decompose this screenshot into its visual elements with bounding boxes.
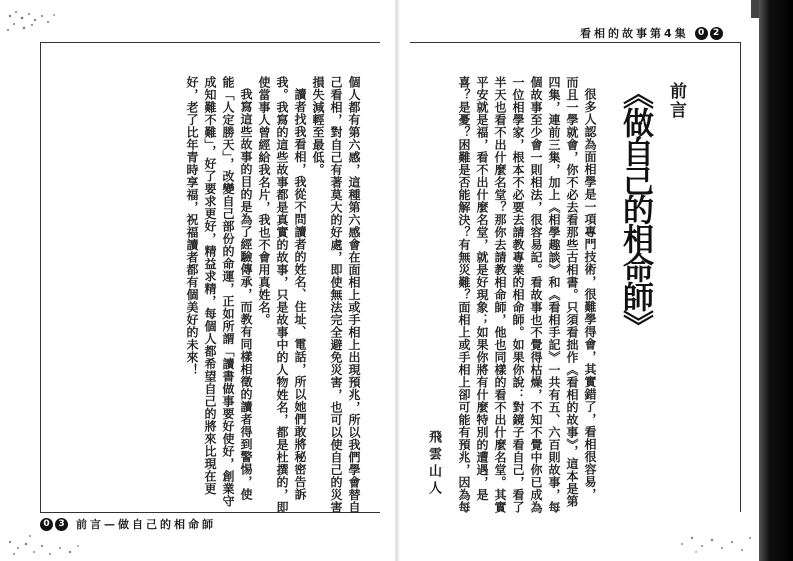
left-column: 使當事人曾經給我名片，我也不會用真姓名。 [257, 76, 271, 326]
left-page-left-rule [40, 42, 41, 512]
left-column: 己看相，對自己有著莫大的好處，即使無法完全避免災害，也可以使自己的災害 [329, 76, 343, 514]
left-column: 能「人定勝天」，改變自己部份的命運，正如所謂「讀書做事要好使好，創業守 [221, 76, 235, 508]
left-column: 損失減輕至最低。 [311, 76, 325, 176]
header-title: 看相的故事第4集 [580, 27, 689, 40]
left-page-top-rule [40, 42, 380, 43]
preface-title: 《做自己的相命師》 [617, 78, 653, 339]
right-column: 平安就是福，看不出什麼名堂，就是好現象；如果你將有什麼特別的遭遇，是 [475, 76, 489, 501]
right-page-right-rule [740, 42, 741, 512]
page-number-digit: 0 [695, 27, 708, 40]
author-signature: 飛雲山人 [426, 430, 441, 498]
left-column: 我寫這些故事的目的是為了經驗傳承，而教有同樣相徵的讀者得到警惕，使 [239, 88, 253, 501]
right-page-top-rule [410, 42, 740, 43]
left-column: 我。我寫的這些故事都是真實的故事，只是故事中的人物姓名，都是杜撰的，即 [275, 76, 289, 514]
scan-edge-corner [751, 0, 759, 18]
page-number-digit: 2 [710, 27, 723, 40]
running-header [580, 24, 723, 42]
left-column: 讀者找我看相，我從不問讀者的姓名、住址、電話，所以她們敢將秘密告訴 [293, 88, 307, 501]
right-column: 半天也看不出什麼名堂？那你去請教相命師，他也同樣的看不出什麼名堂。其實 [493, 76, 507, 514]
scan-dark-edge [759, 0, 793, 561]
left-column: 成知難不難」，好了要求更好，精益求精，每個人都希望自己的將來比現在更 [203, 76, 217, 495]
page-number-digit: 0 [40, 518, 53, 531]
bottom-right-ornament [672, 520, 762, 558]
right-column: 很多人認為面相學是一項專門技術，很難學得會，其實錯了，看相很容易， [583, 88, 597, 501]
book-gutter [394, 0, 400, 561]
right-column: 四集，連前三集，加上《相學趣談》和《看相手記》一共有五、六百則故事，每 [547, 76, 561, 514]
preface-label: 前言 [666, 82, 686, 120]
right-column: 一位相學家，根本不必要去請教專業的相命師。如果你說：對鏡子看自己，看了 [511, 76, 525, 514]
right-column: 而且一學就會，你不必去看那些古相書。只須看拙作《看相的故事》，這本是第 [565, 76, 579, 508]
top-left-ornament [2, 6, 72, 40]
right-column: 個故事至少會一則相法，很容易記。看故事也不覺得枯燥，不知不覺中你已成為 [529, 76, 543, 514]
left-column: 個人都有第六感，這種第六感會在面相上或手相上出現預兆，所以我們學會替自 [347, 76, 361, 514]
page-number-digit: 3 [55, 518, 68, 531]
running-footer [38, 515, 216, 533]
left-column: 好，老了比年青時享福，祝福讀者都有個美好的未來！ [185, 76, 199, 376]
right-column: 喜？是憂？困難是否能解決？有無災難？面相上或手相上卻可能有預兆，因為每 [457, 76, 471, 514]
footer-title: 前言—做自己的相命師 [76, 518, 216, 531]
